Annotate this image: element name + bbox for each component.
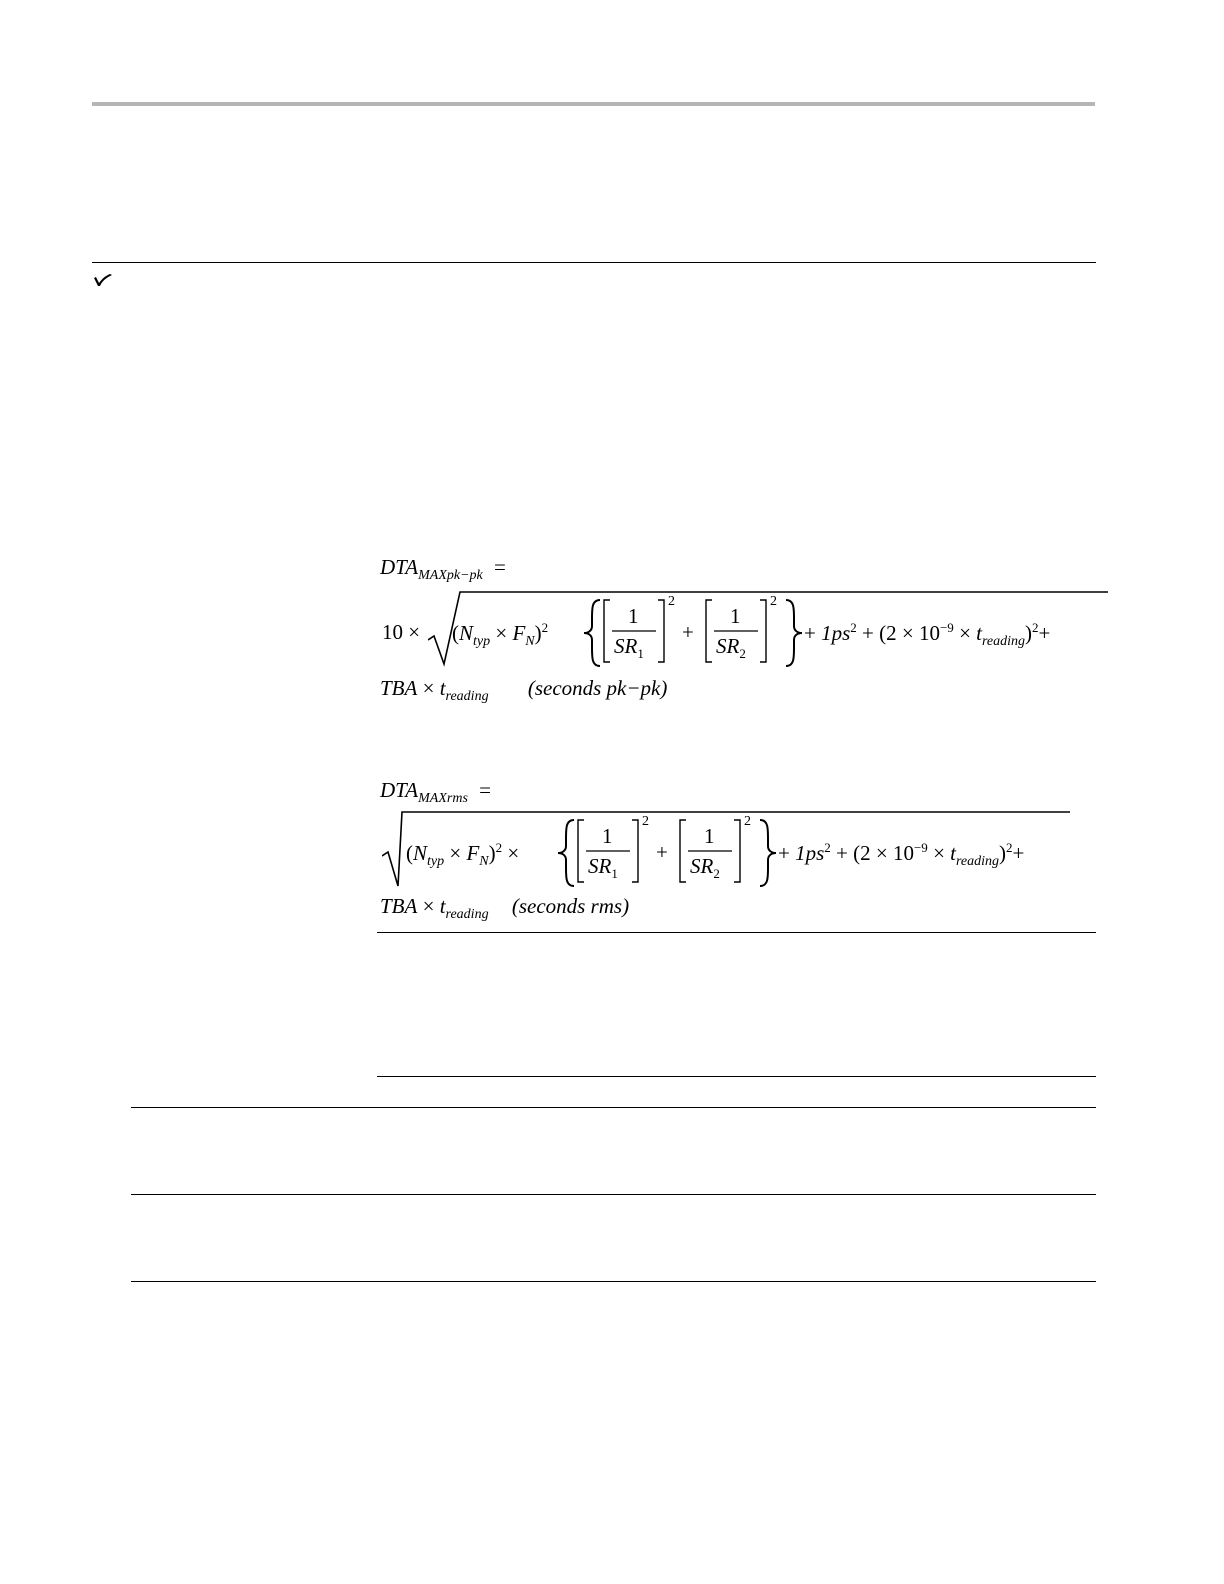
equation-dta-rms: $DTA_{MAXrms}$ = [380,778,491,807]
sq-sr2: 2 [744,814,751,829]
sq-sr2: 2 [770,594,777,609]
check-mark-icon [92,272,114,290]
fraction-sr2: 1 $SR_2$ [704,598,768,664]
units-pk-pk: (seconds pk−pk) [527,676,668,700]
sq-sr1: 2 [668,594,675,609]
left-brace-icon [556,818,578,888]
table-rule [131,1281,1096,1282]
equation-1-line3: TBA × $t_{reading}$ (seconds pk−pk) [380,676,668,705]
radicand-2: $(N_{typ} \times F_N)^2$ × [406,840,520,870]
plus-sign: + [656,840,668,864]
prefix-ten-times: 10 × [382,620,421,644]
equation-1-body [380,590,1120,670]
section-rule [92,262,1096,263]
left-brace-icon [582,598,604,668]
radicand-1-tail: + $1ps^2 + (2 \times 10^{-9} \times t_{reading})^2+$ [804,620,1051,650]
equation-2-line3: TBA × $t_{reading}$ (seconds rms) [380,894,630,923]
radicand-2-tail: + $1ps^2 + (2 \times 10^{-9} \times t_{reading})^2+$ [778,840,1025,870]
sq-sr1: 2 [642,814,649,829]
table-rule [131,1194,1096,1195]
units-rms: (seconds rms) [511,894,630,918]
table-rule [131,1107,1096,1108]
equation-2-body [380,808,1100,892]
table-rule [377,1076,1096,1077]
right-brace-icon [756,818,778,888]
fraction-sr1: 1 $SR_1$ [576,818,640,884]
table-rule [377,932,1096,933]
radicand-1: $(N_{typ} \times F_N)^2$ [452,620,549,650]
equation-lhs: $DTA_{MAXpk-pk}$ = [380,555,506,584]
fraction-sr2: 1 $SR_2$ [678,818,742,884]
header-rule [92,102,1095,106]
right-brace-icon [782,598,804,668]
fraction-sr1: 1 $SR_1$ [602,598,666,664]
plus-sign: + [682,620,694,644]
